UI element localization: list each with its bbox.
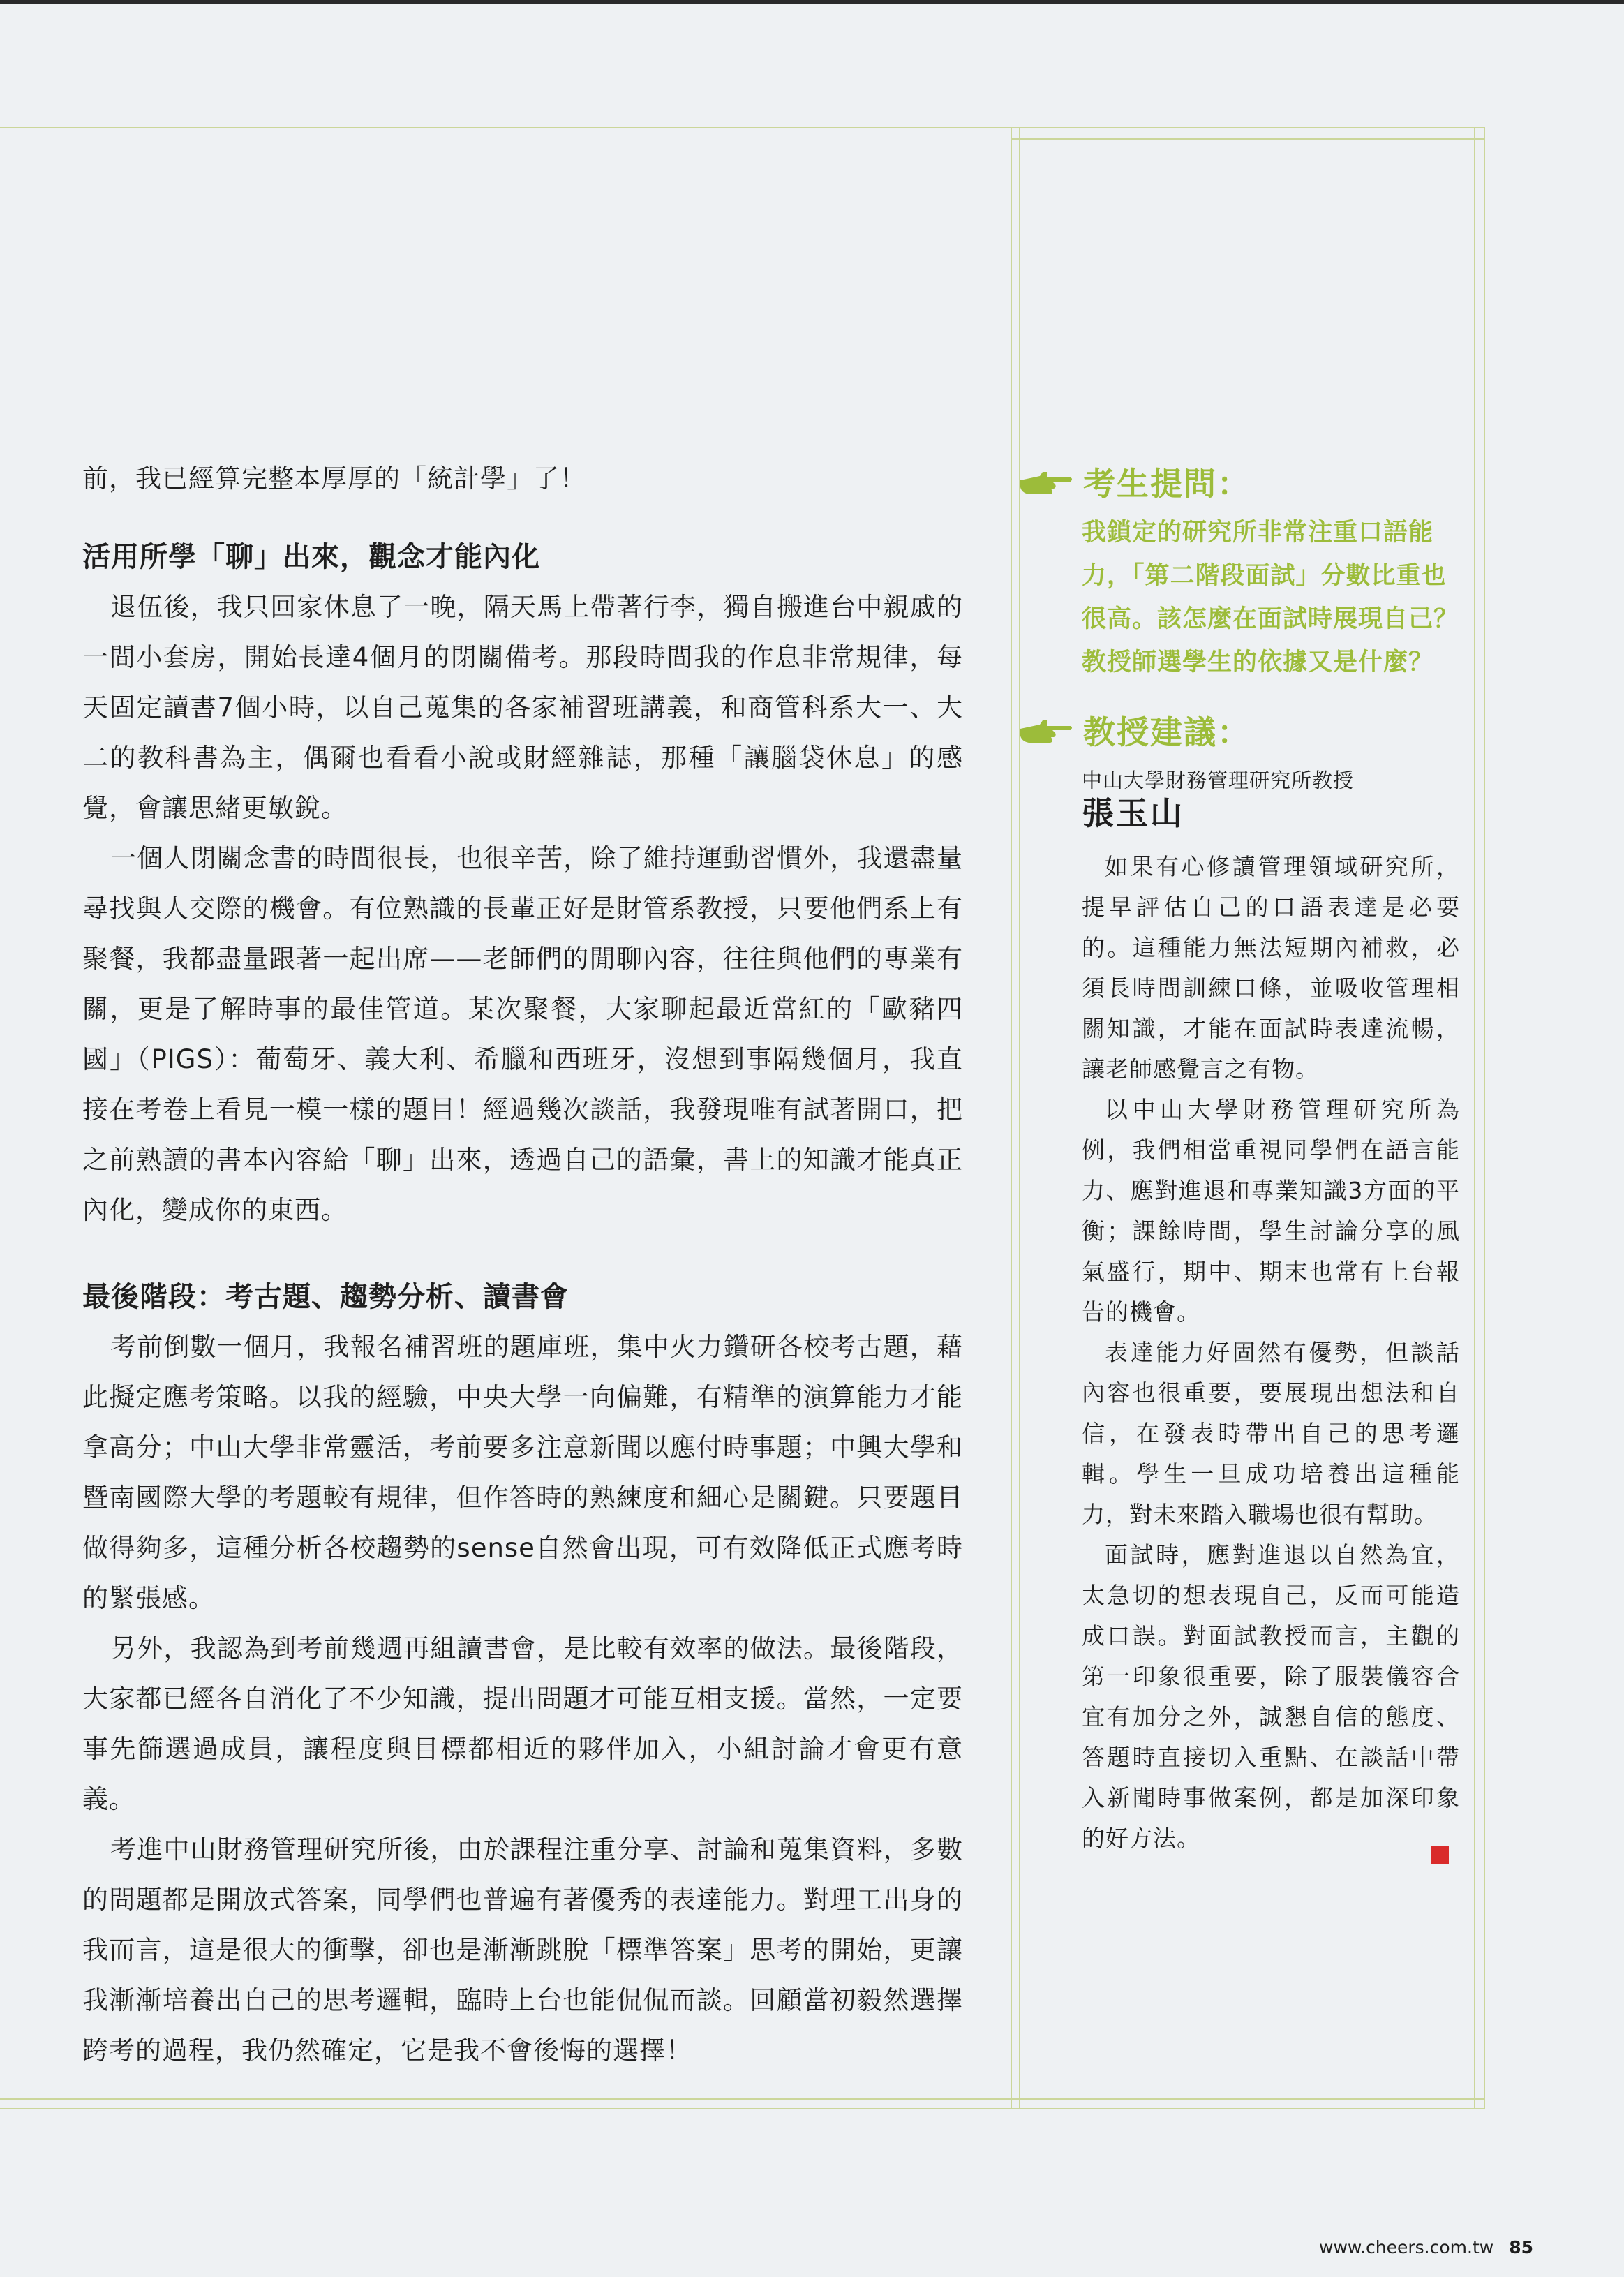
article-paragraph-0: 前，我已經算完整本厚厚的「統計學」了！ — [82, 463, 586, 494]
advice-title: 教授建議： — [1083, 713, 1251, 751]
advice-paragraph-2: 以中山大學財務管理研究所為例，我們相當重視同學們在語言能力、應對進退和專業知識3方面的平衡；課餘時間，學生討論分享的風氣盛行，期中、期末也常有上台報告的機會。 — [1082, 1096, 1460, 1326]
article-body — [82, 454, 963, 2076]
question-text: 我鎖定的研究所非常注重口語能力，「第二階段面試」分數比重也很高。該怎麼在面試時展現自己？教授師選學生的依據又是什麼？ — [1082, 519, 1459, 676]
question-title: 考生提問： — [1083, 465, 1251, 503]
section-heading-2: 最後階段：考古題、趨勢分析、讀書會 — [82, 1281, 569, 1313]
advice-paragraph-4: 面試時，應對進退以自然為宜，太急切的想表現自己，反而可能造成口誤。對面試教授而言，主觀的第一印象很重要，除了服裝儀容合宜有加分之外，誠懇自信的態度、答題時直接切入重點、在談話中帶入新聞時事做案例，都是加深印象的好方法。 — [1082, 1541, 1460, 1852]
article-paragraph-4: 另外，我認為到考前幾週再組讀書會，是比較有效率的做法。最後階段，大家都已經各自消化了不少知識，提出問題才可能互相支援。當然，一定要事先篩選過成員，讓程度與目標都相近的夥伴加入，小組討論才會更有意義。 — [82, 1633, 963, 1814]
column-divider-line — [1011, 127, 1012, 2109]
professor-name: 張玉山 — [1082, 794, 1184, 832]
advice-paragraph-1: 如果有心修讀管理領域研究所，提早評估自己的口語表達是必要的。這種能力無法短期內補救，必須長時間訓練口條，並吸收管理相關知識，才能在面試時表達流暢，讓老師感覺言之有物。 — [1082, 853, 1460, 1083]
professor-affiliation: 中山大學財務管理研究所教授 — [1082, 769, 1355, 792]
footer-url: www.cheers.com.tw — [1319, 2237, 1494, 2257]
end-mark-square — [1431, 1846, 1449, 1864]
article-paragraph-5: 考進中山財務管理研究所後，由於課程注重分享、討論和蒐集資料，多數的問題都是開放式答案，同學們也普遍有著優秀的表達能力。對理工出身的我而言，這是很大的衝擊，卻也是漸漸跳脫「標準答案」思考的開始，更讓我漸漸培養出自己的思考邏輯，臨時上台也能侃侃而談。回顧當初毅然選擇跨考的過程，我仍然確定，它是我不會後悔的選擇！ — [82, 1834, 963, 2065]
section-heading-1: 活用所學「聊」出來，觀念才能內化 — [82, 541, 540, 573]
top-edge-line — [0, 0, 1624, 4]
frame-right-line — [1474, 127, 1475, 2109]
article-paragraph-1: 退伍後，我只回家休息了一晚，隔天馬上帶著行李，獨自搬進台中親戚的一間小套房，開始長達4個月的閉關備考。那段時間我的作息非常規律，每天固定讀書7個小時，以自己蒐集的各家補習班講義，和商管科系大一、大二的教科書為主，偶爾也看看小說或財經雜誌，那種「讓腦袋休息」的感覺，會讓思緒更敏銳。 — [82, 592, 963, 823]
frame-top-line — [0, 127, 1485, 128]
frame-right-line-2 — [1484, 127, 1485, 2109]
pointing-hand-icon — [1019, 468, 1073, 496]
frame-bottom-line — [0, 2098, 1485, 2100]
frame-bottom-line-inner — [0, 2108, 1485, 2109]
article-paragraph-3: 考前倒數一個月，我報名補習班的題庫班，集中火力鑽研各校考古題，藉此擬定應考策略。以我的經驗，中央大學一向偏難，有精準的演算能力才能拿高分；中山大學非常靈活，考前要多注意新聞以應付時事題；中興大學和暨南國際大學的考題較有規律，但作答時的熟練度和細心是關鍵。只要題目做得夠多，這種分析各校趨勢的sense自然會出現，可有效降低正式應考時的緊張感。 — [82, 1332, 963, 1613]
advice-header — [1019, 702, 1460, 758]
page-footer — [1319, 2237, 1533, 2257]
frame-top-line-inner — [1011, 138, 1485, 140]
sidebar — [1019, 454, 1460, 1859]
page-number: 85 — [1509, 2237, 1533, 2257]
advice-paragraph-3: 表達能力好固然有優勢，但談話內容也很重要，要展現出想法和自信，在發表時帶出自己的思考邏輯。學生一旦成功培養出這種能力，對未來踏入職場也很有幫助。 — [1082, 1339, 1460, 1528]
article-paragraph-2: 一個人閉關念書的時間很長，也很辛苦，除了維持運動習慣外，我還盡量尋找與人交際的機會。有位熟識的長輩正好是財管系教授，只要他們系上有聚餐，我都盡量跟著一起出席——老師們的閒聊內容，往往與他們的專業有關，更是了解時事的最佳管道。某次聚餐，大家聊起最近當紅的「歐豬四國」（PIGS）：葡萄牙、義大利、希臘和西班牙，沒想到事隔幾個月，我直接在考卷上看見一模一樣的題目！經過幾次談話，我發現唯有試著開口，把之前熟讀的書本內容給「聊」出來，透過自己的語彙，書上的知識才能真正內化，變成你的東西。 — [82, 843, 963, 1225]
question-header — [1019, 454, 1460, 510]
pointing-hand-icon — [1019, 716, 1073, 744]
